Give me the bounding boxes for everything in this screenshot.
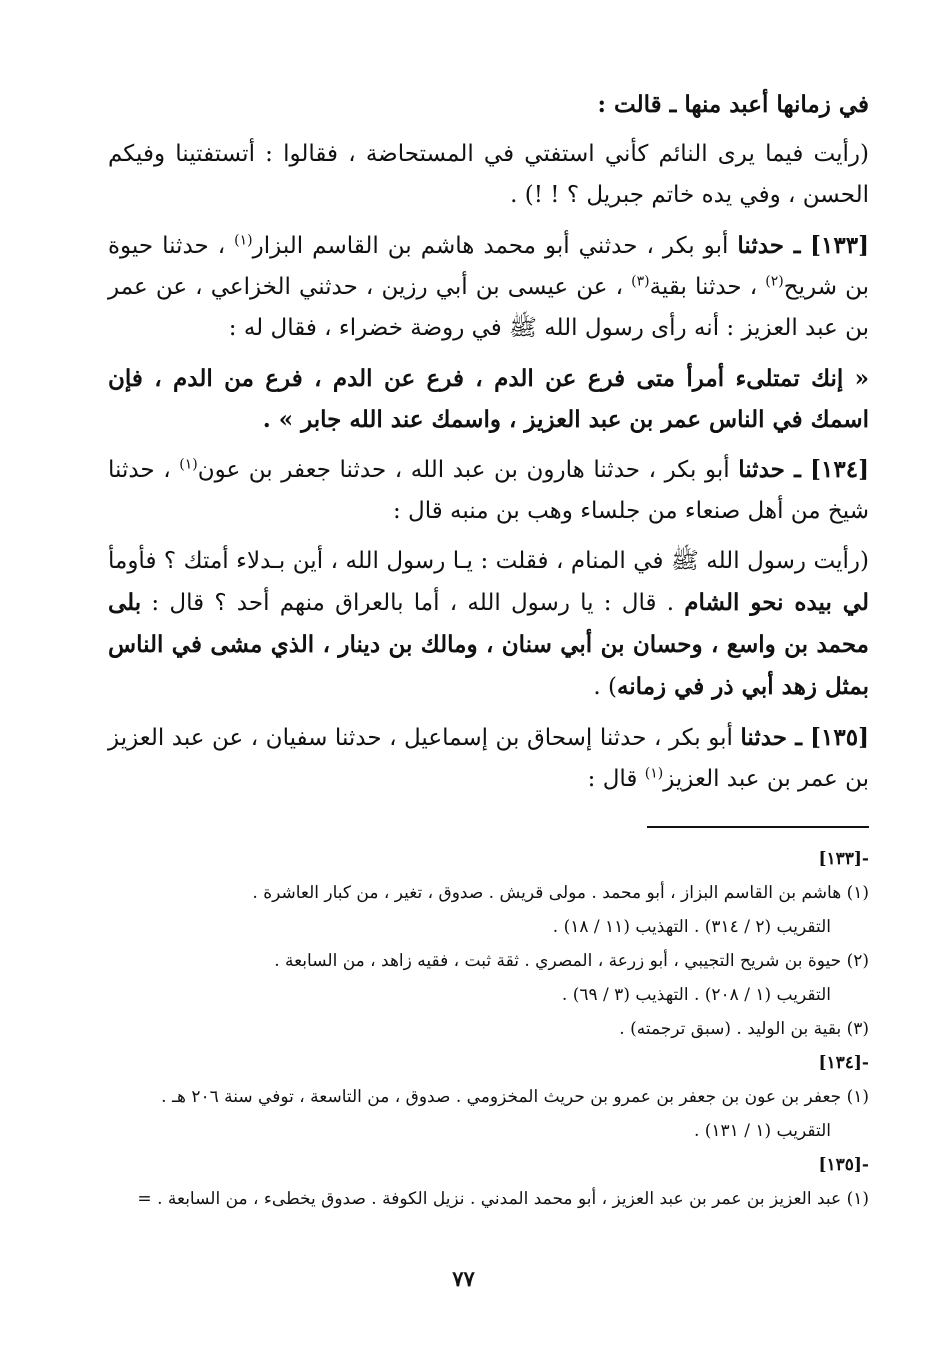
footnote-item: (١) هاشم بن القاسم البزاز ، أبو محمد . مولى قريش . صدوق ، تغير ، من كبار العاشرة . <box>252 883 869 903</box>
opening-line: في زمانها أعبد منها ـ قالت : <box>597 91 869 118</box>
footnote-source: التقريب (٢ / ٣١٤) . التهذيب (١١ / ١٨) . <box>552 917 831 937</box>
page-number: ٧٧ <box>452 1266 475 1291</box>
footnote-item: (٣) بقية بن الوليد . (سبق ترجمته) . <box>619 1019 869 1039</box>
footnote-ref: (١) <box>179 456 198 473</box>
footnote-divider <box>647 826 869 828</box>
footnote-ref: (٣) <box>631 273 650 290</box>
footnote-section-134: -[١٣٤] <box>818 1053 869 1073</box>
hadith-134: [١٣٤] ـ حدثنا أبو بكر ، حدثنا هارون بن عبد الله ، حدثنا جعفر بن عون$^{(١)}$ ، حدثنا شيخ من أهل صنعاء من جلساء وهب بن منبه قال : <box>108 456 869 524</box>
footnotes <box>112 842 869 1216</box>
hadith-134-number: [١٣٤] ـ حدثنا <box>738 456 869 483</box>
footnote-item: (٢) حيوة بن شريح التجيبي ، أبو زرعة ، المصري . ثقة ثبت ، فقيه زاهد ، من السابعة . <box>274 951 869 971</box>
footnote-section-133: -[١٣٣] <box>818 849 869 869</box>
hadith-133-number: [١٣٣] ـ حدثنا <box>737 232 869 259</box>
hadith-134-quote: (رأيت رسول الله ﷺ في المنام ، فقلت : يـا رسول الله ، أين بـدلاء أمتك ؟ فأومأ لي بيده نحو الشام . قال : يا رسول الله ، أما بالعراق منهم أحد ؟ قال : بلى محمد بن واسع ، وحسان بن أبي سنان ، ومالك بن دينار ، الذي مشى في الناس بمثل زهد أبي ذر في زمانه) . <box>108 548 869 700</box>
footnote-ref: (٢) <box>765 273 784 290</box>
footnote-item: (١) جعفر بن عون بن جعفر بن عمرو بن حريث المخزومي . صدوق ، من التاسعة ، توفي سنة ٢٠٦ هـ . <box>161 1087 869 1107</box>
hadith-133-quote: « إنك تمتلىء أمرأ متى فرع عن الدم ، فرع عن الدم ، فرع من الدم ، فإن اسمك في الناس عمر بن عبد العزيز ، واسمك عند الله جابر » . <box>108 365 869 433</box>
hadith-133: [١٣٣] ـ حدثنا أبو بكر ، حدثني أبو محمد هاشم بن القاسم البزار$^{(١)}$ ، حدثنا حيوة بن شريح$^{(٢)}$ ، حدثنا بقية$^{(٣)}$ ، عن عيسى بن أبي رزين ، حدثني الخزاعي ، عن عمر بن عبد العزيز : أنه رأى رسول الله ﷺ في روضة خضراء ، فقال له : <box>108 232 869 341</box>
footnote-source: التقريب (١ / ٢٠٨) . التهذيب (٣ / ٦٩) . <box>561 985 831 1005</box>
footnote-source: التقريب (١ / ١٣١) . <box>693 1121 831 1141</box>
footnote-ref: (١) <box>644 765 664 782</box>
hadith-135: [١٣٥] ـ حدثنا أبو بكر ، حدثنا إسحاق بن إسماعيل ، حدثنا سفيان ، عن عبد العزيز بن عمر بن عبد العزيز$^{(١)}$ قال : <box>108 724 869 792</box>
main-text <box>108 84 869 809</box>
footnote-ref: (١) <box>234 232 253 249</box>
dream-quote: (رأيت فيما يرى النائم كأني استفتي في المستحاضة ، فقالوا : أتستفتينا وفيكم الحسن ، وفي يده خاتم جبريل ؟ ! !) . <box>108 141 869 208</box>
hadith-135-number: [١٣٥] ـ حدثنا <box>740 724 869 751</box>
footnote-item: (١) عبد العزيز بن عمر بن عبد العزيز ، أبو محمد المدني . نزيل الكوفة . صدوق يخطىء ، من السابعة . = <box>137 1189 869 1209</box>
footnote-section-135: -[١٣٥] <box>818 1155 869 1175</box>
